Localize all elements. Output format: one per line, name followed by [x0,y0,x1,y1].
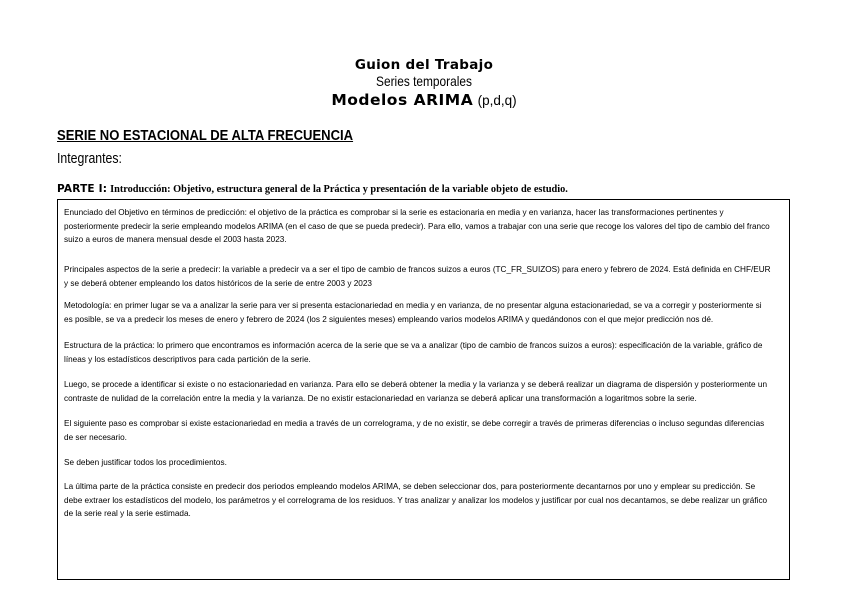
paragraph-justificar: Se deben justificar todos los procedimientos. [64,457,227,467]
paragraph-estructura: Estructura de la práctica: lo primero que encontramos es información acerca de la serie que se va a analizar (tipo de cambio de francos suizos a euros): especificación de la variable, gráfico de líneas y los estadísticos descriptivos para cada partición de la serie. [64,340,763,364]
integrantes-label: Integrantes: [57,150,122,167]
parte-heading [57,183,568,195]
section-title: SERIE NO ESTACIONAL DE ALTA FRECUENCIA [57,128,354,144]
paragraph-media: El siguiente paso es comprobar si existe estacionariedad en media a través de un correlograma, y de no existir, se debe corregir a través de primeras diferencias o incluso segundas diferencias de ser necesario. [64,418,765,442]
paragraph-objetivo: Enunciado del Objetivo en términos de predicción: el objetivo de la práctica es comprobar si la serie es estacionaria en media y en varianza, hacer las transformaciones pertinentes y posteriormente predecir la serie empleando modelos ARIMA (en el caso de que se pueda predecir). Para ello, vamos a trabajar con una serie que recoge los valores del tipo de cambio del franco suizo a euros de manera mensual desde el 2003 hasta 2023. [64,207,770,244]
parte-text: Introducción: Objetivo, estructura general de la Práctica y presentación de la variable objeto de estudio. [110,184,568,195]
document-title: Guion del Trabajo [354,57,494,73]
content-box [57,199,790,580]
models-heading-param: (p,d,q) [477,93,517,108]
paragraph-aspectos: Principales aspectos de la serie a predecir: la variable a predecir va a ser el tipo de cambio de francos suizos a euros (TC_FR_SUIZOS) para enero y febrero de 2024. Está definida en CHF/EUR y se deberá obtener empleando los datos históricos de la serie de entre 2003 y 2023 [64,264,771,288]
parte-label: PARTE I: [57,183,108,195]
models-heading-bold: Modelos ARIMA [331,91,474,109]
paragraph-metodologia: Metodología: en primer lugar se va a analizar la serie para ver si presenta estacionariedad en media y en varianza, de no presentar alguna estacionariedad, se va a corregir y posteriormente si es posible, se va a predecir los meses de enero y febrero de 2024 (los 2 siguientes meses) empleando varios modelos ARIMA y quedándonos con el que mejor predicción nos dé. [64,300,762,324]
paragraph-prediccion: La última parte de la práctica consiste en predecir dos periodos empleando modelos ARIMA, se deben seleccionar dos, para posteriormente decantarnos por uno y emplear su predicción. Se debe extraer los estadísticos del modelo, los parámetros y el correlograma de los residuos. Y tras analizar y analizar los modelos y justificar por cual nos decantamos, se debe realizar un gráfico de la serie real y la serie estimada. [64,481,768,518]
models-heading [0,91,848,110]
paragraph-varianza: Luego, se procede a identificar si existe o no estacionariedad en varianza. Para ello se deberá obtener la media y la varianza y se deberá realizar un diagrama de dispersión y posteriormente un contraste de nulidad de la correlación entre la media y la varianza. De no existir estacionariedad en varianza se deberá aplicar una transformación a logaritmos sobre la serie. [64,379,768,403]
document-subtitle: Series temporales [376,73,472,89]
